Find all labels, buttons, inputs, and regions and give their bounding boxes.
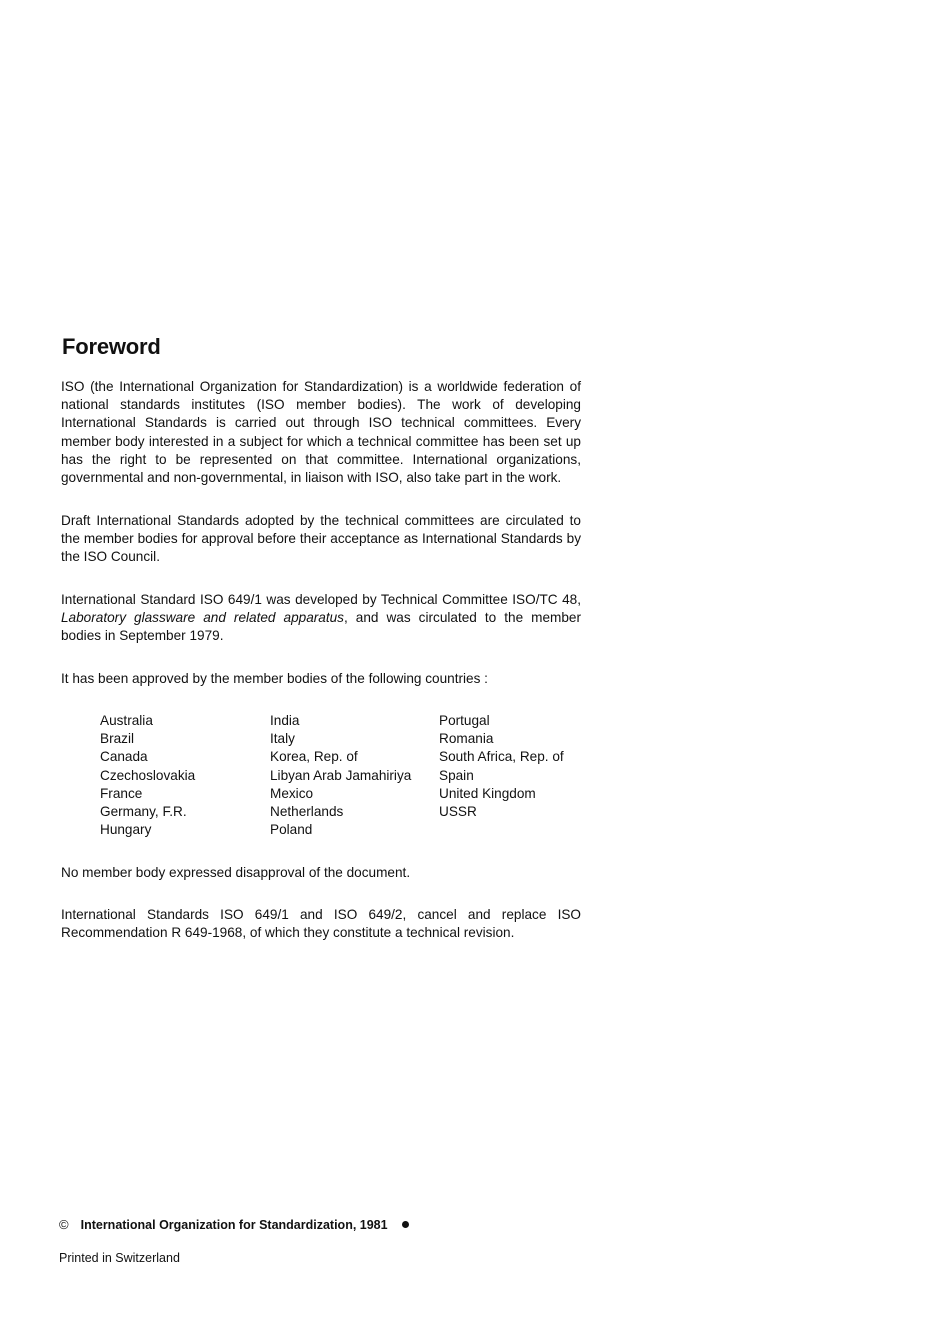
country-column-3 <box>439 712 564 821</box>
country-item: Mexico <box>270 785 314 801</box>
committee-title: Laboratory glassware and related apparatus <box>61 610 344 626</box>
country-item: South Africa, Rep. of <box>439 749 564 765</box>
country-item: United Kingdom <box>439 785 536 801</box>
copyright-text: International Organization for Standardization, 1981 <box>80 1218 388 1232</box>
development-text-after: , and was circulated to the member bodies in September 1979. <box>61 610 581 644</box>
country-item: Australia <box>100 713 153 728</box>
paragraph-iso-description: ISO (the International Organization for Standardization) is a worldwide federation of national standards institutes (ISO member bodies). The work of developing International Standards is carried out through ISO technical committees. Every member body interested in a subject for which a technical committee has been set up has the right to be represented on that committee. International organizations, governmental and non-governmental, in liaison with ISO, also take part in the work. <box>61 379 581 486</box>
country-item: Spain <box>439 767 474 783</box>
country-item: Romania <box>439 731 494 747</box>
copyright-line <box>59 1217 409 1232</box>
country-item: Netherlands <box>270 804 344 820</box>
paragraph-replacement: International Standards ISO 649/1 and ISO 649/2, cancel and replace ISO Recommendation R 649-1968, of which they constitute a technical revision. <box>61 907 581 941</box>
country-item: India <box>270 713 300 728</box>
paragraph-draft-standards: Draft International Standards adopted by the technical committees are circulated to the member bodies for approval before their acceptance as International Standards by the ISO Council. <box>61 513 581 565</box>
paragraph-development <box>61 591 581 646</box>
paragraph-disapproval: No member body expressed disapproval of the document. <box>61 865 411 880</box>
bullet-icon <box>402 1221 409 1228</box>
country-item: Poland <box>270 822 313 838</box>
country-item: France <box>100 785 143 801</box>
page-title: Foreword <box>62 334 161 359</box>
country-item: Brazil <box>100 731 134 747</box>
country-item: Hungary <box>100 822 152 838</box>
country-item: Canada <box>100 749 148 765</box>
country-item: Portugal <box>439 713 490 728</box>
country-item: Germany, F.R. <box>100 804 187 820</box>
country-item: USSR <box>439 804 477 820</box>
country-item: Czechoslovakia <box>100 767 196 783</box>
country-item: Libyan Arab Jamahiriya <box>270 767 412 783</box>
country-item: Korea, Rep. of <box>270 749 358 765</box>
development-text-before: International Standard ISO 649/1 was developed by Technical Committee ISO/TC 48, <box>61 592 581 607</box>
printed-location: Printed in Switzerland <box>59 1251 180 1265</box>
country-column-2 <box>270 712 411 839</box>
paragraph-approval-intro: It has been approved by the member bodies of the following countries : <box>61 671 488 686</box>
country-column-1 <box>100 712 195 839</box>
copyright-icon: © <box>59 1217 69 1232</box>
country-item: Italy <box>270 731 295 747</box>
